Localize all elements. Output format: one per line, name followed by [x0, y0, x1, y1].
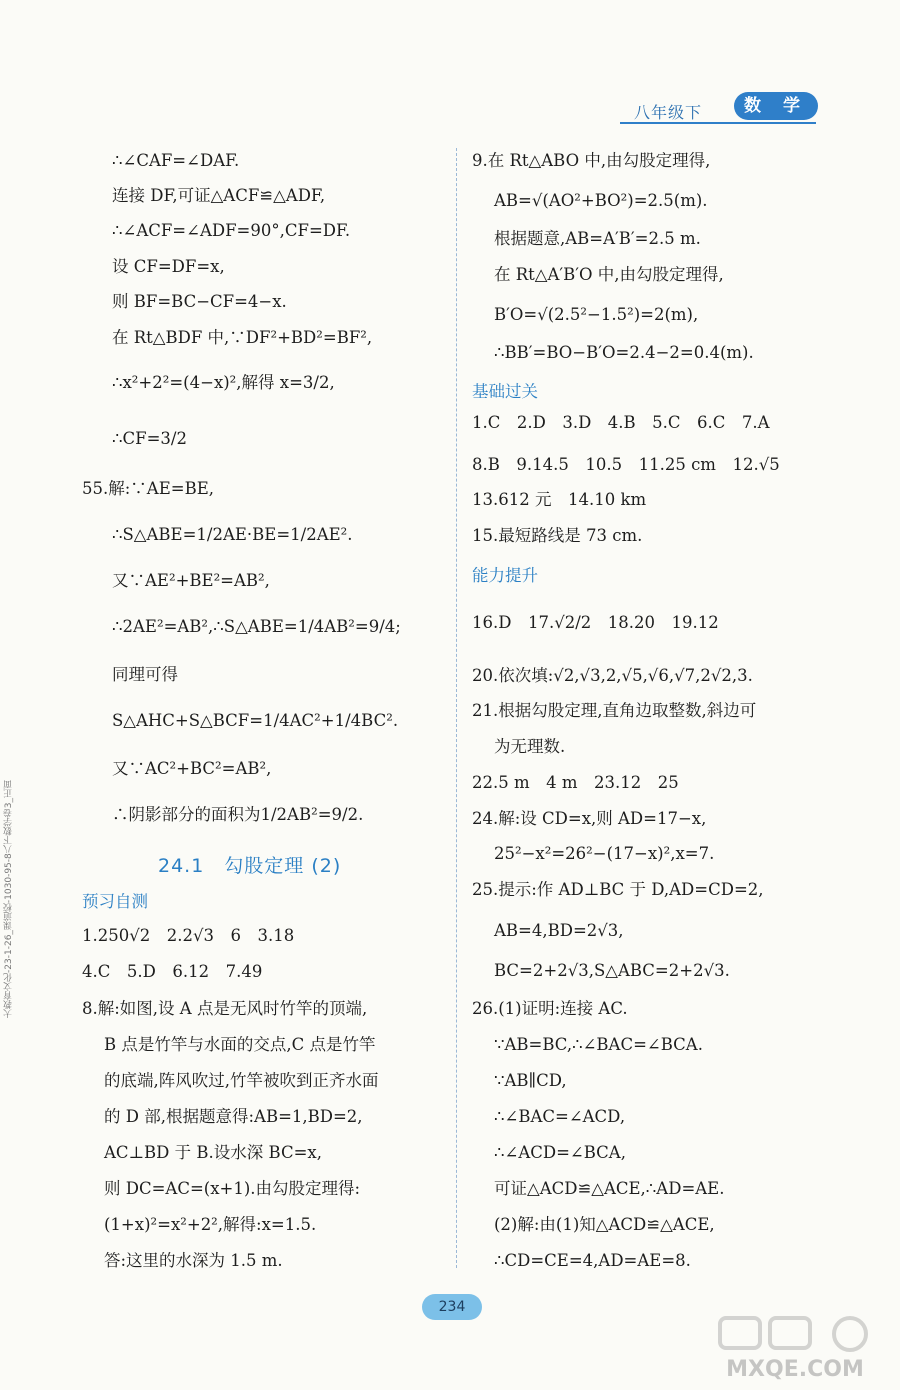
- text-line: (2)解:由(1)知△ACD≌△ACE,: [494, 1215, 715, 1234]
- text-line: ∵AB=BC,∴∠BAC=∠BCA.: [494, 1035, 703, 1054]
- grade-label: 八年级下: [634, 103, 703, 122]
- section-heading: 预习自测: [82, 892, 148, 911]
- text-line: 在 Rt△BDF 中,∵DF²+BD²=BF²,: [112, 328, 373, 347]
- text-line: 26.(1)证明:连接 AC.: [472, 999, 628, 1018]
- text-line: B 点是竹竿与水面的交点,C 点是竹竿: [104, 1035, 376, 1054]
- text-line: ∴阴影部分的面积为1/2AB²=9/2.: [112, 805, 364, 824]
- text-line: 55.解:∵AE=BE,: [82, 479, 214, 498]
- text-line: 则 DC=AC=(x+1).由勾股定理得:: [104, 1179, 361, 1198]
- text-line: ∴CD=CE=4,AD=AE=8.: [494, 1251, 691, 1270]
- text-line: ∴∠BAC=∠ACD,: [494, 1107, 626, 1126]
- text-line: 同理可得: [112, 665, 178, 684]
- text-line: AC⊥BD 于 B.设水深 BC=x,: [104, 1143, 322, 1162]
- text-line: 1.C 2.D 3.D 4.B 5.C 6.C 7.A: [472, 413, 770, 432]
- text-line: 8.解:如图,设 A 点是无风时竹竿的顶端,: [82, 999, 368, 1018]
- watermark-glyph: [720, 1318, 760, 1348]
- text-line: 25.提示:作 AD⊥BC 于 D,AD=CD=2,: [472, 880, 764, 899]
- text-line: 16.D 17.√2/2 18.20 19.12: [472, 613, 719, 632]
- text-line: BC=2+2√3,S△ABC=2+2√3.: [494, 961, 730, 980]
- text-line: 又∵AE²+BE²=AB²,: [112, 571, 270, 590]
- text-line: ∴S△ABE=1/2AE·BE=1/2AE².: [112, 525, 353, 544]
- text-line: 的底端,阵风吹过,竹竿被吹到正齐水面: [104, 1071, 379, 1090]
- text-line: 25²−x²=26²−(17−x)²,x=7.: [494, 844, 715, 863]
- subject-badge: 数 学: [734, 92, 818, 120]
- text-line: 在 Rt△A′B′O 中,由勾股定理得,: [494, 265, 724, 284]
- text-line: 又∵AC²+BC²=AB²,: [112, 759, 272, 778]
- text-line: B′O=√(2.5²−1.5²)=2(m),: [494, 305, 699, 324]
- text-line: (1+x)²=x²+2²,解得:x=1.5.: [104, 1215, 317, 1234]
- text-line: 4.C 5.D 6.12 7.49: [82, 962, 263, 981]
- chapter-title: 24.1 勾股定理 (2): [158, 855, 342, 877]
- text-line: 可证△ACD≌△ACE,∴AD=AE.: [494, 1179, 725, 1198]
- watermark-seal: [834, 1318, 866, 1350]
- section-heading: 能力提升: [472, 566, 538, 585]
- text-line: 22.5 m 4 m 23.12 25: [472, 773, 679, 792]
- column-divider: [456, 148, 457, 1268]
- text-line: 8.B 9.14.5 10.5 11.25 cm 12.√5: [472, 455, 780, 474]
- text-line: ∴∠CAF=∠DAF.: [112, 151, 240, 170]
- text-line: 1.250√2 2.2√3 6 3.18: [82, 926, 295, 945]
- text-line: ∴∠ACF=∠ADF=90°,CF=DF.: [112, 221, 351, 240]
- watermark-glyph: [770, 1318, 810, 1348]
- text-line: S△AHC+S△BCF=1/4AC²+1/4BC².: [112, 711, 399, 730]
- text-line: ∴x²+2²=(4−x)²,解得 x=3/2,: [112, 373, 335, 392]
- text-line: 连接 DF,可证△ACF≌△ADF,: [112, 186, 326, 205]
- text-line: ∴CF=3/2: [112, 429, 187, 448]
- text-line: 为无理数.: [494, 737, 566, 756]
- text-line: 根据题意,AB=A′B′=2.5 m.: [494, 229, 701, 248]
- text-line: 设 CF=DF=x,: [112, 257, 225, 276]
- text-line: 21.根据勾股定理,直角边取整数,斜边可: [472, 701, 757, 720]
- text-line: AB=4,BD=2√3,: [494, 921, 624, 940]
- text-line: 答:这里的水深为 1.5 m.: [104, 1251, 283, 1270]
- text-line: 的 D 部,根据题意得:AB=1,BD=2,: [104, 1107, 363, 1126]
- text-line: ∵AB∥CD,: [494, 1071, 567, 1090]
- text-line: 20.依次填:√2,√3,2,√5,√6,√7,2√2,3.: [472, 666, 753, 685]
- text-line: ∴2AE²=AB²,∴S△ABE=1/4AB²=9/4;: [112, 617, 401, 636]
- section-heading: 基础过关: [472, 382, 538, 401]
- text-line: 则 BF=BC−CF=4−x.: [112, 292, 287, 311]
- side-print-code: 大教育文化-23-1-26_课道校-1030-95-8八下数学卷3_正面: [4, 780, 14, 1018]
- watermark-logo: [710, 1312, 880, 1382]
- watermark-text: MXQE.COM: [726, 1357, 864, 1382]
- text-line: 24.解:设 CD=x,则 AD=17−x,: [472, 809, 707, 828]
- page-number: 234: [422, 1294, 482, 1320]
- text-line: 15.最短路线是 73 cm.: [472, 526, 643, 545]
- text-line: 13.612 元 14.10 km: [472, 490, 647, 509]
- text-line: AB=√(AO²+BO²)=2.5(m).: [494, 191, 708, 210]
- text-line: ∴∠ACD=∠BCA,: [494, 1143, 626, 1162]
- text-line: 9.在 Rt△ABO 中,由勾股定理得,: [472, 151, 711, 170]
- header-rule: [620, 122, 816, 124]
- page-header: [620, 92, 820, 128]
- text-line: ∴BB′=BO−B′O=2.4−2=0.4(m).: [494, 343, 754, 362]
